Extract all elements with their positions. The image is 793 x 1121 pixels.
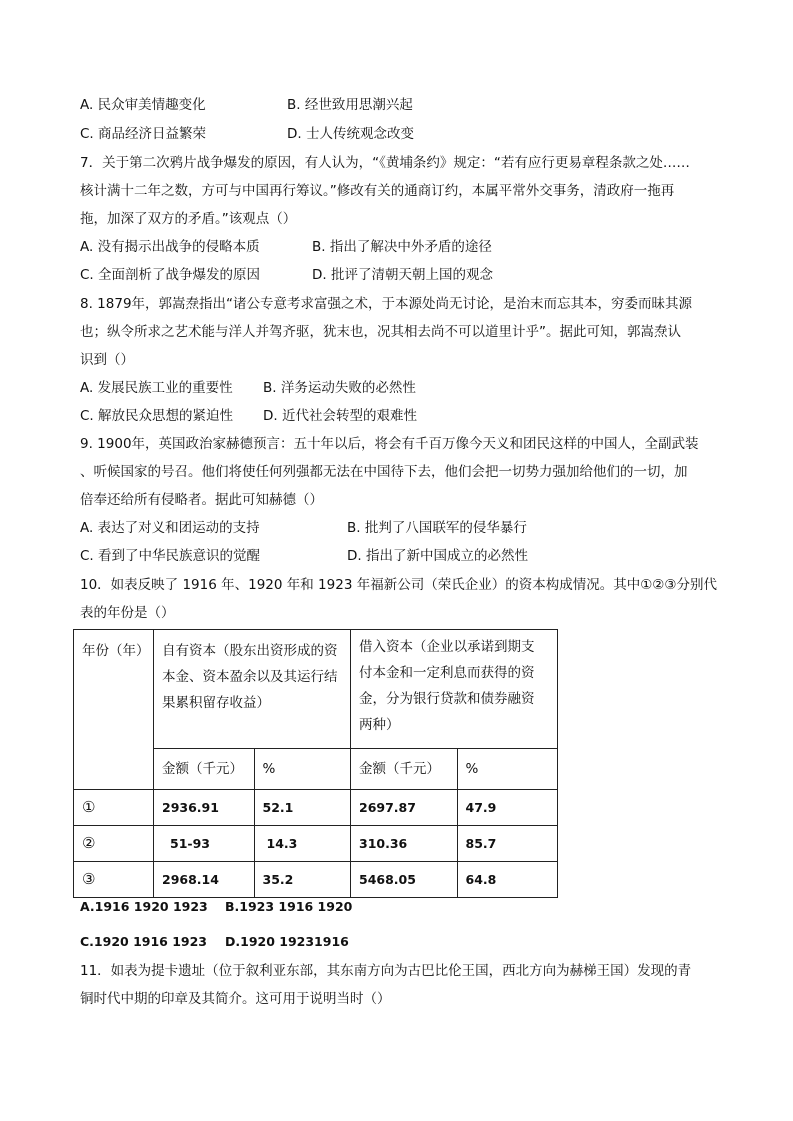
row-label: ① [82,798,96,816]
subheader-borrowed-pct-cell [457,749,558,790]
q8-option-c: C. 解放民众思想的紧迫性 [80,408,234,424]
q9-option-a: A. 表达了对义和团运动的支持 [80,520,260,536]
subheader-own-amount: 金额（千元） [162,761,243,777]
q10-option-d: D.1920 19231916 [225,934,349,949]
own-pct: 35.2 [262,872,294,887]
q7-option-d: D. 批评了清朝天朝上国的观念 [312,267,493,283]
q10-stem-line-2: 表的年份是（） [80,605,175,621]
q7-option-c: C. 全面剖析了战争爆发的原因 [80,267,261,283]
q11-stem-line-1: 11．如表为提卡遗址（位于叙利亚东部，其东南方向为古巴比伦王国，西北方向为赫梯王国）发现的青 [80,963,692,979]
header-borrowed-capital-line-1: 借入资本（企业以承诺到期支 [359,639,535,655]
q7-stem-line-2: 核计满十二年之数，方可与中国再行筹议。”修改有关的通商订约，本属平常外交事务，清政府一拖再 [80,183,675,199]
header-year-cell [74,630,154,790]
q9-stem-line-2: 、听候国家的号召。他们将使任何列强都无法在中国待下去，他们会把一切势力强加给他们的一切，加 [80,464,688,480]
header-year: 年份（年） [82,643,150,659]
borrowed-pct: 85.7 [465,836,497,851]
q9-option-d: D. 指出了新中国成立的必然性 [347,548,528,564]
borrowed-pct: 64.8 [465,872,497,887]
own-pct: 52.1 [262,800,294,815]
q7-option-b: B. 指出了解决中外矛盾的途径 [312,239,492,255]
table-row [74,790,558,826]
borrowed-pct: 47.9 [465,800,497,815]
q6-option-b: B. 经世致用思潮兴起 [287,97,413,113]
subheader-borrowed-amount-cell [351,749,458,790]
row-label: ③ [82,870,96,888]
q10-option-b: B.1923 1916 1920 [225,899,353,914]
q9-stem-line-1: 9. 1900年，英国政治家赫德预言：五十年以后，将会有千百万像今天义和团民这样的中国人，全副武装 [80,436,699,452]
q8-option-b: B. 洋务运动失败的必然性 [263,380,416,396]
header-borrowed-capital-line-3: 金，分为银行贷款和债券融资 [359,691,535,707]
header-own-capital-line-2: 本金、资本盈余以及其运行结 [162,669,338,685]
header-borrowed-capital-cell [351,630,558,749]
q8-stem-line-2: 也；纵令所求之艺术能与洋人并驾齐驱，犹末也，况其相去尚不可以道里计乎”。据此可知，郭嵩焘认 [80,324,681,340]
header-borrowed-capital-line-4: 两种） [359,717,400,733]
own-pct: 14.3 [266,836,298,851]
header-own-capital [154,630,350,724]
borrowed-amount: 310.36 [359,836,408,851]
header-own-capital-cell [154,630,351,749]
borrowed-amount: 5468.05 [359,872,416,887]
q10-stem-line-1: 10．如表反映了 1916 年、1920 年和 1923 年福新公司（荣氏企业）的资本构成情况。其中①②③分别代 [80,577,718,593]
table-row [74,862,558,898]
header-own-capital-line-3: 果累积留存收益） [162,695,270,711]
q6-option-a: A. 民众审美情趣变化 [80,97,206,113]
own-amount: 2936.91 [162,800,219,815]
row-label: ② [82,834,96,852]
q8-stem-line-1: 8. 1879年，郭嵩焘指出“诸公专意考求富强之术，于本源处尚无讨论，是治末而忘其本，穷委而昧其源 [80,296,693,312]
q11-stem-line-2: 铜时代中期的印章及其简介。这可用于说明当时（） [80,991,391,1007]
q8-stem-line-3: 识到（） [80,352,134,368]
q9-stem-line-3: 倍奉还给所有侵略者。据此可知赫德（） [80,492,323,508]
subheader-own-amount-cell [154,749,255,790]
q6-option-c: C. 商品经济日益繁荣 [80,126,207,142]
table-row [74,826,558,862]
q9-option-b: B. 批判了八国联军的侵华暴行 [347,520,527,536]
subheader-own-pct-cell [254,749,351,790]
q8-option-d: D. 近代社会转型的艰难性 [263,408,417,424]
own-amount: 51-93 [170,836,210,851]
header-borrowed-capital-line-2: 付本金和一定利息而获得的资 [359,665,535,681]
q7-stem-line-3: 拖，加深了双方的矛盾。”该观点（） [80,211,297,227]
header-borrowed-capital [351,630,557,746]
capital-structure-table [73,629,558,898]
q9-option-c: C. 看到了中华民族意识的觉醒 [80,548,261,564]
subheader-own-pct: % [262,761,276,777]
q7-stem-line-1: 7．关于第二次鸦片战争爆发的原因，有人认为，“《黄埔条约》规定：“若有应行更易章程条款之处…… [80,155,690,171]
q10-option-a: A.1916 1920 1923 [80,899,208,914]
subheader-borrowed-pct: % [465,761,479,777]
subheader-borrowed-amount: 金额（千元） [359,761,440,777]
q8-option-a: A. 发展民族工业的重要性 [80,380,233,396]
borrowed-amount: 2697.87 [359,800,416,815]
q7-option-a: A. 没有揭示出战争的侵略本质 [80,239,260,255]
header-own-capital-line-1: 自有资本（股东出资形成的资 [162,643,338,659]
own-amount: 2968.14 [162,872,219,887]
q6-option-d: D. 士人传统观念改变 [287,126,414,142]
q10-option-c: C.1920 1916 1923 [80,934,207,949]
